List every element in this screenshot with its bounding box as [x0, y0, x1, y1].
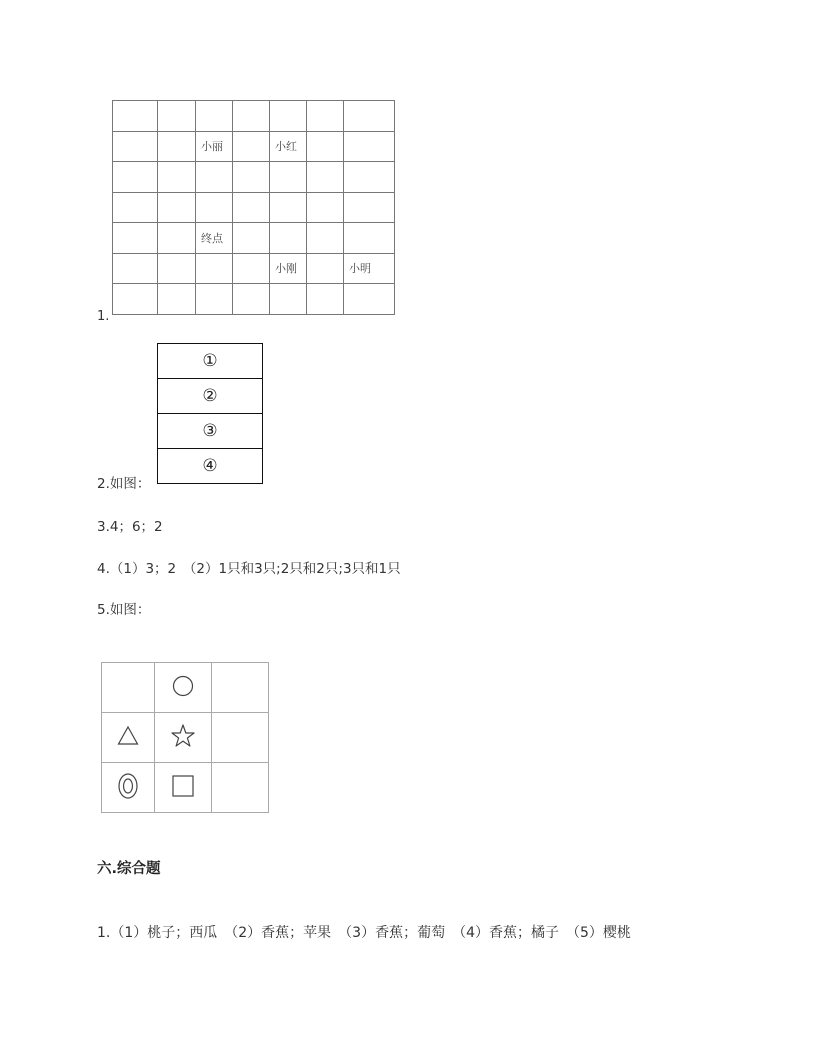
circle-icon — [171, 674, 195, 698]
q2-prefix: 2.如图： — [97, 476, 151, 492]
position-grid — [112, 100, 395, 315]
grid-label-zhongdian: 终点 — [201, 231, 223, 245]
section6-answer: 1.（1）桃子；西瓜 （2）香蕉；苹果 （3）香蕉；葡萄 （4）香蕉；橘子 （5）樱桃 — [97, 925, 631, 941]
shape-grid — [101, 662, 269, 813]
q3-answer: 3.4；6；2 — [97, 519, 163, 535]
stack-cell-4: ④ — [202, 456, 218, 476]
q1-number: 1. — [97, 309, 110, 324]
q5-prefix: 5.如图： — [97, 602, 151, 618]
grid-label-xiaohong: 小红 — [275, 140, 297, 154]
stack-cell-2: ② — [158, 379, 262, 414]
grid-label-xiaogang: 小刚 — [275, 262, 297, 276]
star-icon — [170, 723, 196, 749]
triangle-icon — [116, 724, 140, 748]
double-oval-icon — [116, 772, 140, 800]
q4-answer: 4.（1）3；2 （2）1只和3只;2只和2只;3只和1只 — [97, 561, 401, 577]
section-heading: 六.综合题 — [97, 861, 161, 877]
stack-cell-1: ① — [158, 344, 262, 379]
grid-label-xiaoli: 小丽 — [201, 140, 223, 154]
grid-label-xiaoming: 小明 — [349, 262, 371, 276]
stack-cell-3: ③ — [158, 414, 262, 449]
square-icon — [171, 774, 195, 798]
numbered-stack — [157, 343, 263, 484]
